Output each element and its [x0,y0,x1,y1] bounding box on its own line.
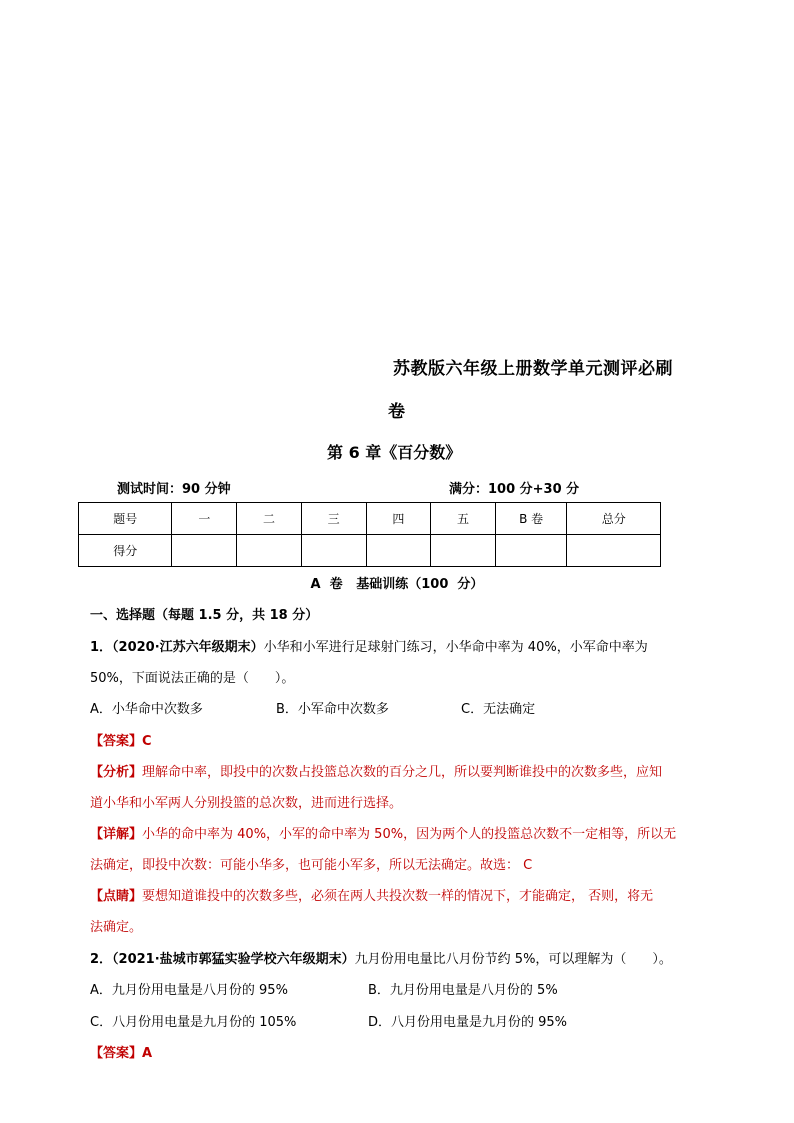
header-cell: 总分 [567,503,661,535]
answer-value: C [142,734,152,749]
test-time: 测试时间：90 分钟 [117,482,231,497]
answer-value: A [142,1046,153,1061]
option-a: A．小华命中次数多 [90,702,203,717]
question-source: （2021·盐城市郭猛实验学校六年级期末） [112,952,355,967]
header-cell: 三 [301,503,366,535]
header-cell: B 卷 [495,503,567,535]
detail-text: 小华的命中率为 40%，小军的命中率为 50%，因为两个人的投篮总次数不一定相等，所以无 [142,827,677,842]
question-1-line-1 [90,636,648,655]
part-title: 一、选择题（每题 1.5 分，共 18 分） [90,608,319,623]
header-cell: 五 [431,503,496,535]
question-1-line-2: 50%，下面说法正确的是（ ）。 [90,671,295,686]
chapter-title: 第 6 章《百分数》 [327,443,462,462]
detail-tag: 【详解】 [90,827,143,842]
score-input-cell[interactable] [237,535,302,567]
header-cell: 四 [366,503,431,535]
analysis-tag: 【分析】 [90,765,143,780]
option-b: B．小军命中次数多 [276,702,389,717]
detail-line-1 [90,823,676,842]
comment-text: 要想知道谁投中的次数多些，必须在两人共投次数一样的情况下，才能确定， 否则，将无 [142,889,654,904]
question-source: （2020·江苏六年级期末） [112,640,264,655]
analysis-line-2: 道小华和小军两人分别投篮的总次数，进而进行选择。 [90,796,403,811]
question-number: 2． [90,952,113,967]
answer-tag: 【答案】 [90,1046,143,1061]
score-input-cell[interactable] [301,535,366,567]
option-b: B．九月份用电量是八月份的 5% [368,983,558,998]
comment-line-1 [90,885,653,904]
score-input-cell[interactable] [567,535,661,567]
row-label-cell: 得分 [79,535,172,567]
section-title: A 卷 基础训练（100 分） [310,577,484,592]
detail-line-2: 法确定，即投中次数：可能小华多，也可能小军多，所以无法确定。故选： C [90,858,533,873]
score-input-cell[interactable] [366,535,431,567]
comment-line-2: 法确定。 [90,920,143,935]
score-table [78,502,661,567]
option-d: D．八月份用电量是九月份的 95% [368,1015,568,1030]
score-table-header-row [79,503,661,535]
question-number: 1． [90,640,113,655]
header-cell: 题号 [79,503,172,535]
header-cell: 一 [172,503,237,535]
answer-tag: 【答案】 [90,734,143,749]
score-input-cell[interactable] [172,535,237,567]
question-text: 小华和小军进行足球射门练习，小华命中率为 40%，小军命中率为 [263,640,648,655]
comment-tag: 【点睛】 [90,889,143,904]
analysis-text: 理解命中率，即投中的次数占投篮总次数的百分之几，所以要判断谁投中的次数多些，应知 [142,765,663,780]
full-score: 满分：100 分+30 分 [449,482,580,497]
option-a: A．九月份用电量是八月份的 95% [90,983,288,998]
score-table-score-row [79,535,661,567]
question-text: 九月份用电量比八月份节约 5%，可以理解为（ ）。 [354,952,672,967]
option-c: C．八月份用电量是九月份的 105% [90,1015,297,1030]
header-cell: 二 [237,503,302,535]
title-line-1: 苏教版六年级上册数学单元测评必刷 [393,359,673,379]
score-input-cell[interactable] [495,535,567,567]
question-2-line-1 [90,948,672,967]
title-line-2: 卷 [388,402,405,422]
answer-line [90,730,152,749]
answer-line [90,1042,152,1061]
analysis-line-1 [90,761,662,780]
score-input-cell[interactable] [431,535,496,567]
option-c: C．无法确定 [461,702,536,717]
